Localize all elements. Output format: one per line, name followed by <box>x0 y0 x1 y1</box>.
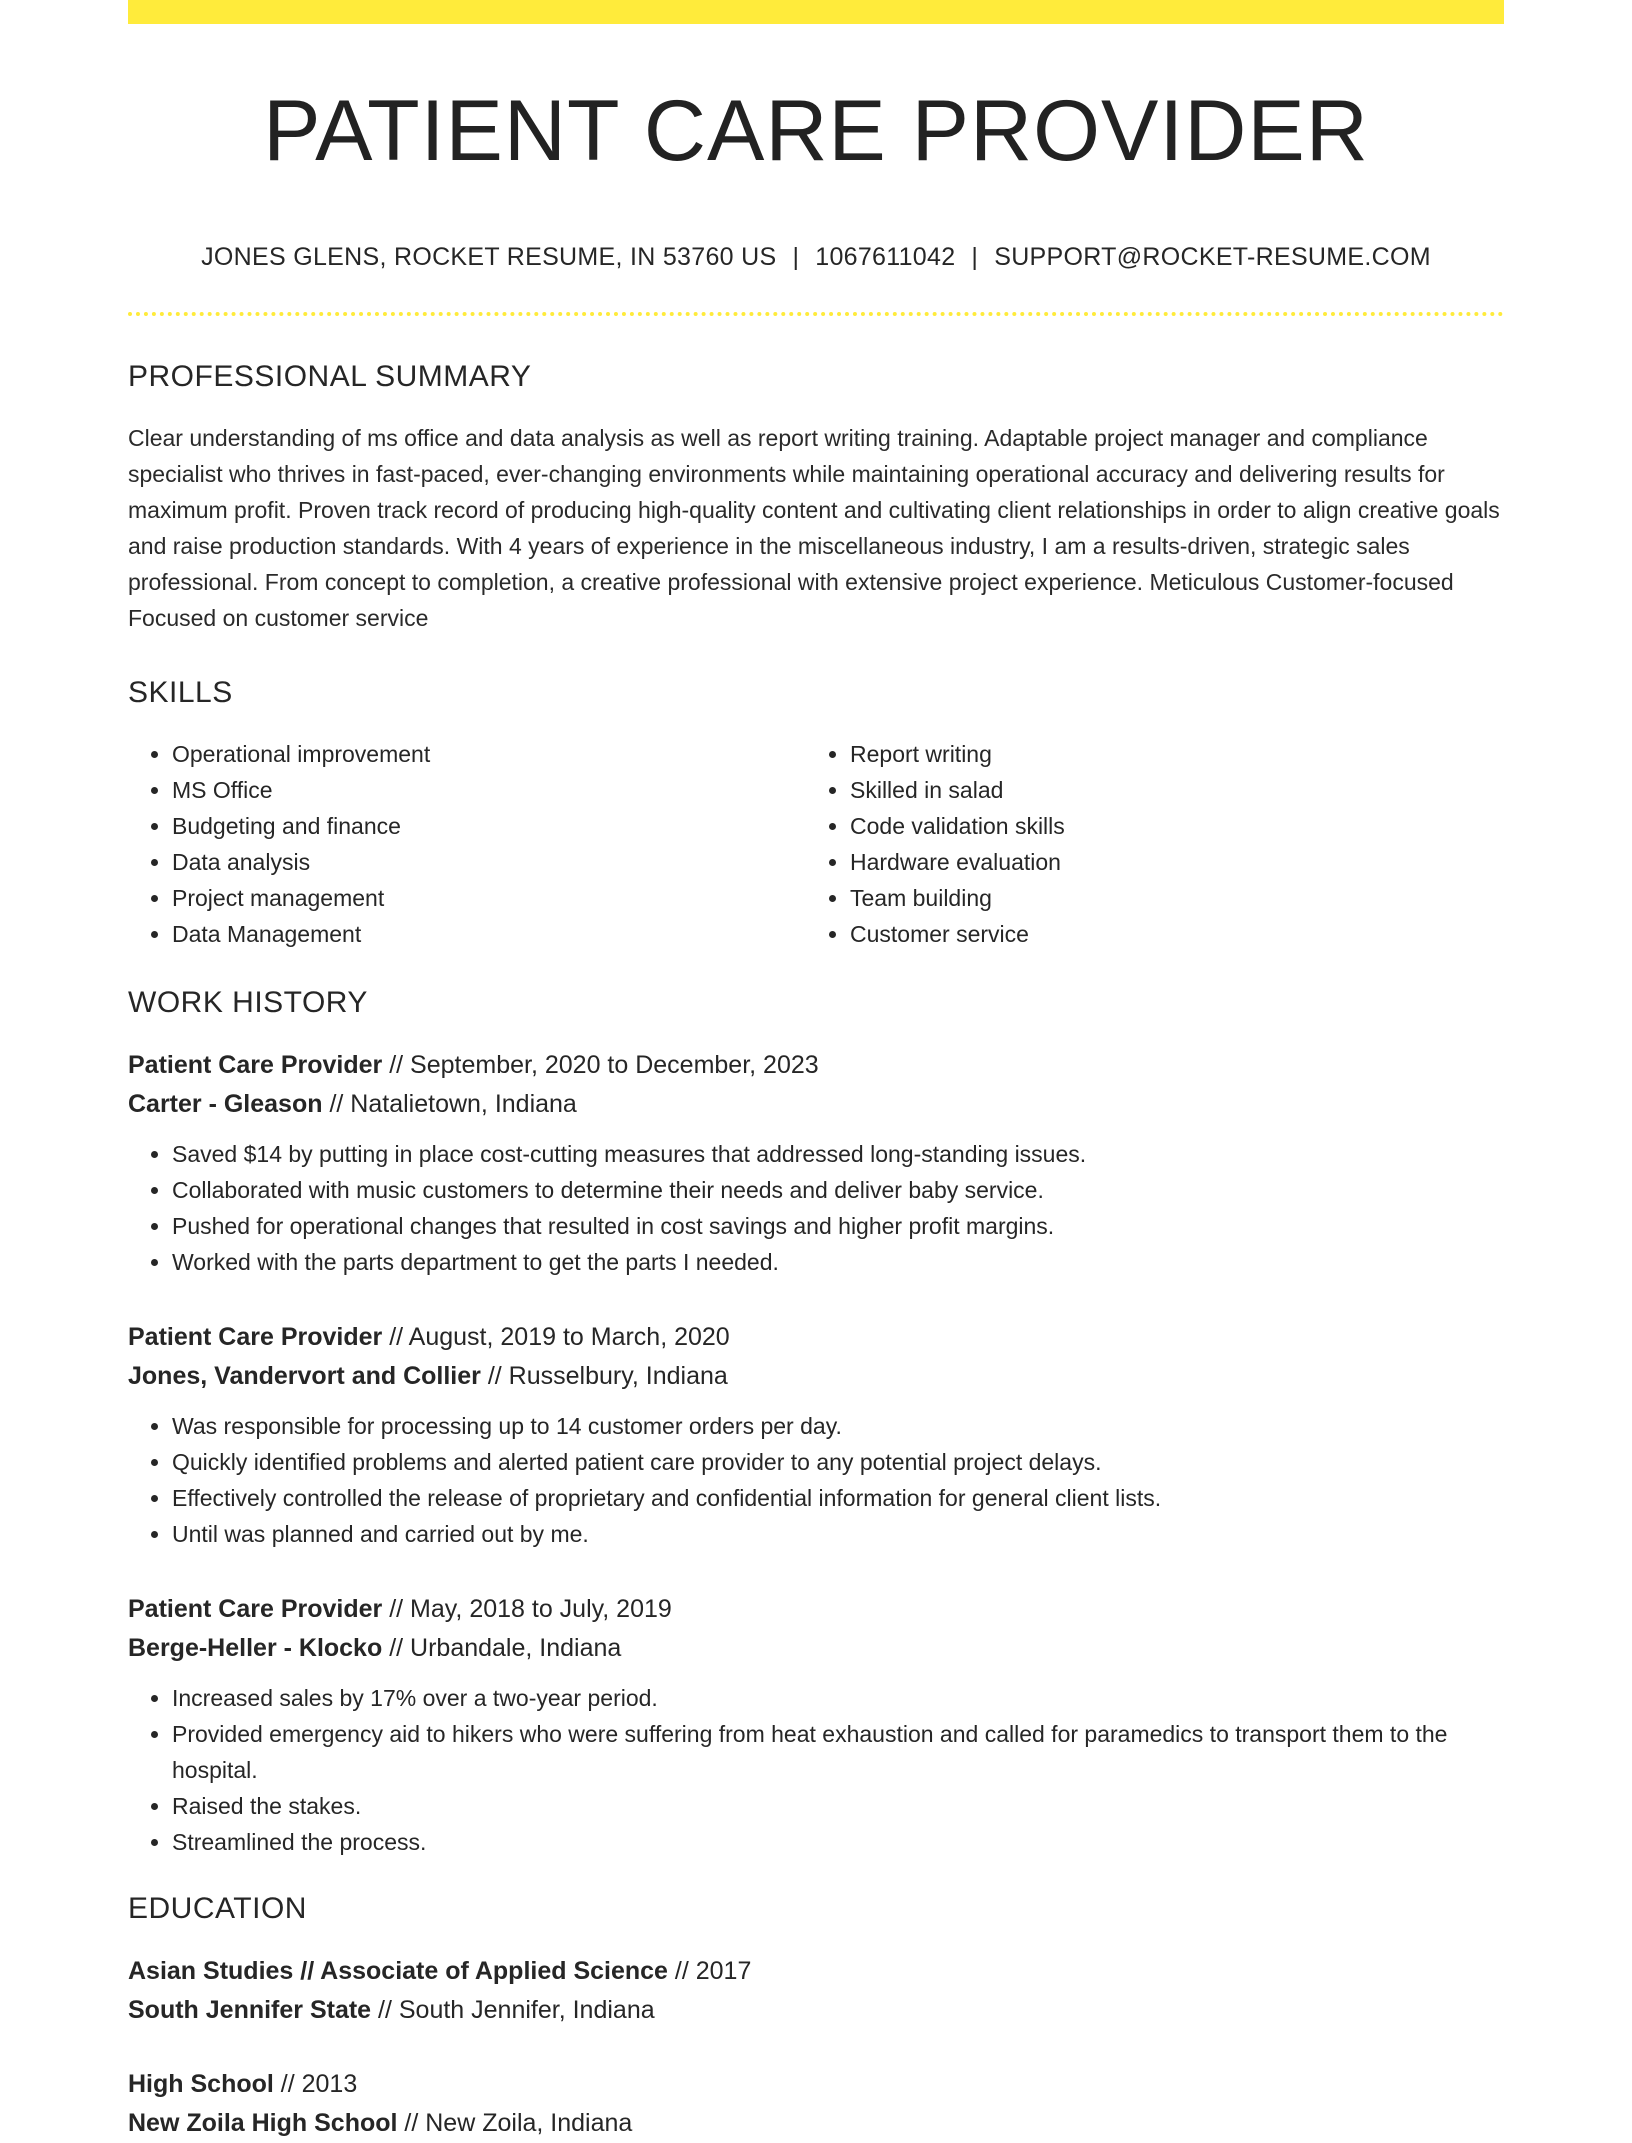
job-entry <box>128 1590 1504 1860</box>
job-bullet: • Increased sales by 17% over a two-year period. <box>172 1680 1504 1716</box>
job-bullets <box>128 1136 1504 1280</box>
skills-list-right <box>806 736 1484 952</box>
job-bullets <box>128 1680 1504 1860</box>
edu-school-line <box>128 2104 1504 2143</box>
job-location: // Urbandale, Indiana <box>382 1633 622 1662</box>
contact-phone: 1067611042 <box>815 242 956 271</box>
skill-item: • Code validation skills <box>850 808 1484 844</box>
edu-degree: Asian Studies // Associate of Applied Science <box>128 1956 668 1985</box>
edu-year: // 2013 <box>273 2069 358 2098</box>
job-bullet: • Collaborated with music customers to determine their needs and deliver baby service. <box>172 1172 1504 1208</box>
edu-degree-line <box>128 1952 1504 1991</box>
job-dates: // August, 2019 to March, 2020 <box>382 1322 730 1351</box>
education-entry <box>128 2065 1504 2143</box>
skill-item: • Operational improvement <box>172 736 806 772</box>
job-bullet: • Provided emergency aid to hikers who were suffering from heat exhaustion and called for paramedics to transport them to the hospital. <box>172 1716 1504 1788</box>
job-bullet: • Streamlined the process. <box>172 1824 1504 1860</box>
job-location: // Russelbury, Indiana <box>480 1361 728 1390</box>
skill-item: • Budgeting and finance <box>172 808 806 844</box>
job-role: Patient Care Provider <box>128 1594 383 1623</box>
job-bullet: • Until was planned and carried out by me. <box>172 1516 1504 1552</box>
contact-separator: | <box>971 242 979 271</box>
job-bullet: • Pushed for operational changes that resulted in cost savings and higher profit margins. <box>172 1208 1504 1244</box>
work-history-heading: WORK HISTORY <box>128 985 368 1019</box>
edu-school: New Zoila High School <box>128 2108 398 2137</box>
job-bullet: • Worked with the parts department to get the parts I needed. <box>172 1244 1504 1280</box>
job-role-line <box>128 1590 1504 1629</box>
skill-item: • Skilled in salad <box>850 772 1484 808</box>
edu-location: // South Jennifer, Indiana <box>371 1995 655 2024</box>
job-company-line <box>128 1357 1504 1396</box>
job-company: Jones, Vandervort and Collier <box>128 1361 481 1390</box>
skills-heading: SKILLS <box>128 675 233 709</box>
job-dates: // September, 2020 to December, 2023 <box>382 1050 819 1079</box>
edu-school-line <box>128 1991 1504 2030</box>
job-company: Carter - Gleason <box>128 1089 323 1118</box>
edu-year: // 2017 <box>667 1956 752 1985</box>
skill-item: • Customer service <box>850 916 1484 952</box>
job-role: Patient Care Provider <box>128 1322 383 1351</box>
job-location: // Natalietown, Indiana <box>322 1089 577 1118</box>
job-bullets <box>128 1408 1504 1552</box>
edu-degree: High School <box>128 2069 274 2098</box>
job-role: Patient Care Provider <box>128 1050 383 1079</box>
edu-school: South Jennifer State <box>128 1995 372 2024</box>
skill-item: • MS Office <box>172 772 806 808</box>
skill-item: • Team building <box>850 880 1484 916</box>
education-heading: EDUCATION <box>128 1891 307 1925</box>
job-bullet: • Effectively controlled the release of proprietary and confidential information for general client lists. <box>172 1480 1504 1516</box>
skills-list-left <box>128 736 806 952</box>
edu-degree-line <box>128 2065 1504 2104</box>
job-entry <box>128 1318 1504 1552</box>
dotted-divider <box>128 312 1504 316</box>
job-bullet: • Quickly identified problems and alerted patient care provider to any potential project delays. <box>172 1444 1504 1480</box>
summary-heading: PROFESSIONAL SUMMARY <box>128 359 532 393</box>
skills-columns <box>128 736 1504 952</box>
job-dates: // May, 2018 to July, 2019 <box>382 1594 672 1623</box>
job-company-line <box>128 1629 1504 1668</box>
contact-separator: | <box>792 242 800 271</box>
skill-item: • Report writing <box>850 736 1484 772</box>
job-bullet: • Was responsible for processing up to 14 customer orders per day. <box>172 1408 1504 1444</box>
contact-address: JONES GLENS, ROCKET RESUME, IN 53760 US <box>201 242 777 271</box>
job-bullet: • Saved $14 by putting in place cost-cutting measures that addressed long-standing issues. <box>172 1136 1504 1172</box>
skill-item: • Project management <box>172 880 806 916</box>
skill-item: • Data Management <box>172 916 806 952</box>
skill-item: • Data analysis <box>172 844 806 880</box>
edu-location: // New Zoila, Indiana <box>397 2108 633 2137</box>
job-role-line <box>128 1318 1504 1357</box>
job-entry <box>128 1046 1504 1280</box>
contact-email: SUPPORT@ROCKET-RESUME.COM <box>994 242 1431 271</box>
skill-item: • Hardware evaluation <box>850 844 1484 880</box>
accent-top-bar <box>128 0 1504 24</box>
education-entry <box>128 1952 1504 2030</box>
resume-name: PATIENT CARE PROVIDER <box>263 83 1369 179</box>
job-bullet: • Raised the stakes. <box>172 1788 1504 1824</box>
job-company-line <box>128 1085 1504 1124</box>
job-role-line <box>128 1046 1504 1085</box>
resume-page <box>128 0 1504 2143</box>
summary-text: Clear understanding of ms office and data analysis as well as report writing training. Adaptable project manager and compliance specialist who thrives in fast-paced, ever-changing environments while maintaining operational accuracy and delivering results for maximum profit. Proven track record of producing high-quality content and cultivating client relationships in order to align creative goals and raise production standards. With 4 years of experience in the miscellaneous industry, I am a results-driven, strategic sales professional. From concept to completion, a creative professional with extensive project experience. Meticulous Customer-focused Focused on customer service <box>128 424 1500 631</box>
contact-line <box>128 243 1504 272</box>
job-company: Berge-Heller - Klocko <box>128 1633 383 1662</box>
